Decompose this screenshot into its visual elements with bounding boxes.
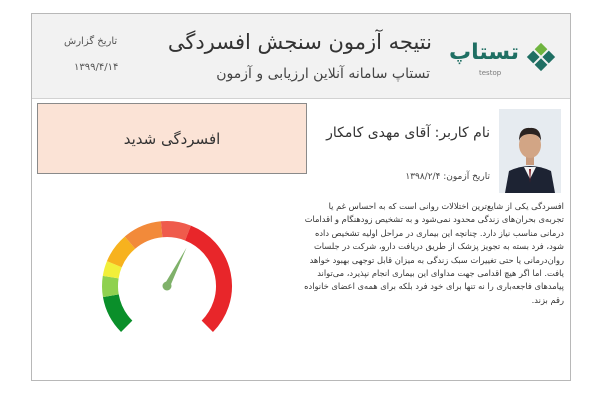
gauge-segment — [110, 277, 111, 296]
gauge-segment — [130, 229, 162, 242]
user-photo-icon — [499, 109, 561, 193]
gauge-segment — [188, 233, 224, 326]
gauge-segment — [114, 243, 130, 265]
gauge-segment — [111, 264, 115, 277]
report-date-value: ۱۳۹۹/۴/۱۴ — [74, 62, 119, 73]
gauge-segment — [111, 296, 127, 327]
gauge-hub — [163, 282, 172, 291]
user-avatar — [499, 109, 561, 193]
user-name: نام کاربر: آقای مهدی کامکار — [326, 125, 490, 141]
logo-mark-icon — [523, 39, 559, 75]
gauge-meter-icon — [92, 199, 252, 359]
gauge-segment — [162, 229, 188, 233]
report-card — [31, 13, 571, 381]
brand-logo — [449, 36, 563, 86]
result-box — [37, 103, 307, 174]
report-header — [32, 14, 570, 99]
logo-text: تستاپ — [449, 40, 519, 65]
result-label: افسردگی شدید — [123, 129, 221, 148]
exam-date: تاریخ آزمون: ۱۳۹۸/۲/۴ — [405, 172, 490, 182]
page-subtitle: تستاپ سامانه آنلاین ارزیابی و آزمون — [216, 66, 430, 82]
report-date-label: تاریخ گزارش — [64, 36, 118, 47]
logo-latin-text: testop — [479, 69, 502, 77]
gauge-needle — [164, 248, 186, 288]
description-text: افسردگی یکی از شایع‌ترین اختلالات روانی است که به احساس غم یا تجربه‌ی بحران‌های زندگی محدود نمی‌شود و به تشخیص زودهنگام و اقدامات درمانی مناسب نیاز دارد. چنانچه این بیماری در مراحل اولیه تشخیص داده شود، فرد بسته به تجویز پزشک از طریق دریافت دارو، شرکت در جلسات روان‌درمانی یا حتی تغییرات سبک زندگی به میزان قابل توجهی بهبود خواهد یافت. اما اگر هیچ اقدامی جهت مداوای این بیماری انجام نپذیرد، می‌تواند پیامدهای فاجعه‌باری را نه تنها برای خود فرد بلکه برای همه‌ی اعضای خانواده رقم بزند. — [304, 201, 564, 305]
page-title: نتیجه آزمون سنجش افسردگی — [167, 30, 432, 54]
